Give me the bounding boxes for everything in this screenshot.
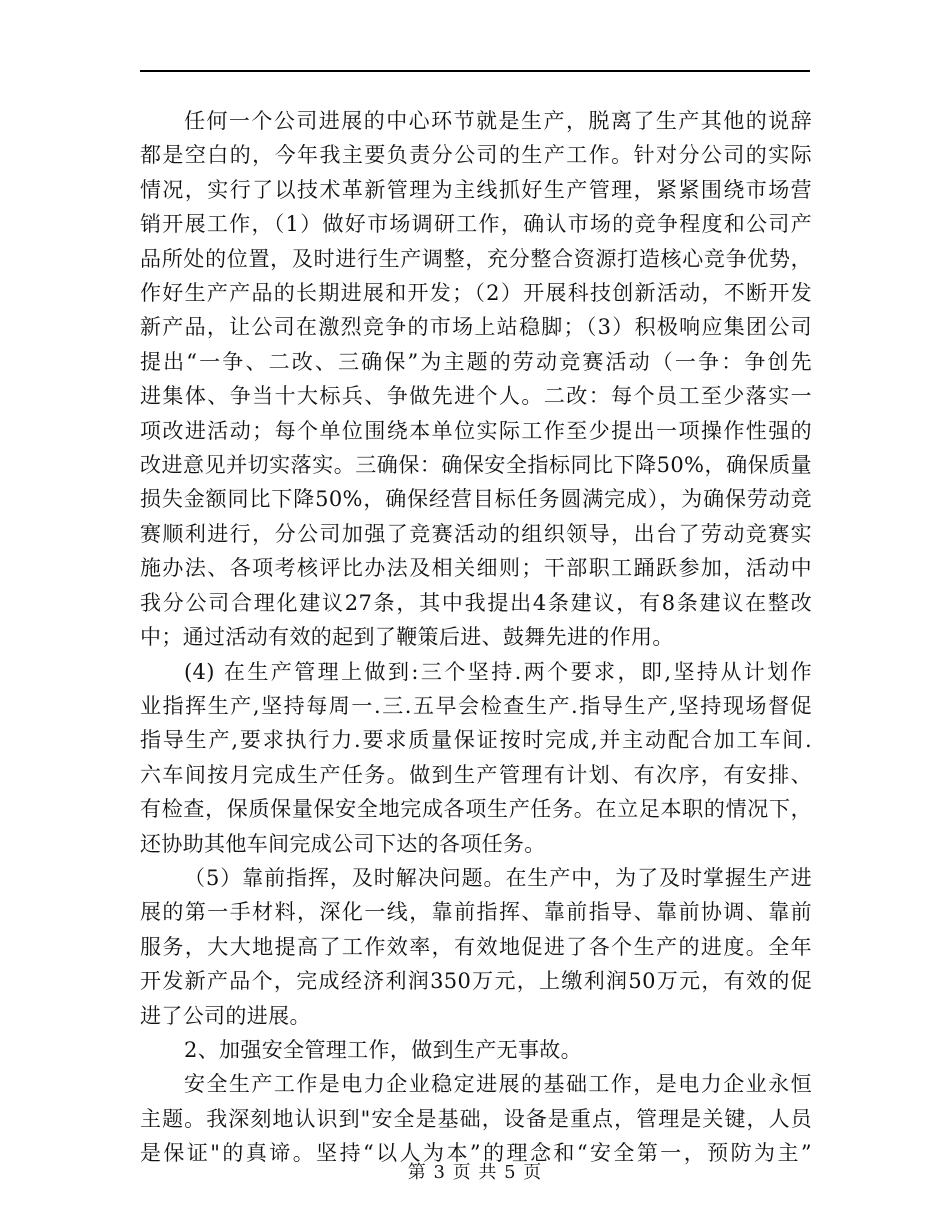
paragraph-line: 是保证"的真谛。坚持“以人为本”的理念和“安全第一，预防为主” (140, 1141, 812, 1166)
paragraph-line: 销开展工作，（1）做好市场调研工作，确认市场的竞争程度和公司产 (140, 212, 812, 237)
paragraph-line: 项改进活动；每个单位围绕本单位实际工作至少提出一项操作性强的 (140, 418, 812, 443)
paragraph-line: 提出“一争、二改、三确保”为主题的劳动竞赛活动（一争：争创先 (140, 349, 812, 374)
paragraph-line: 情况，实行了以技术革新管理为主线抓好生产管理，紧紧围绕市场营 (140, 177, 812, 202)
header-rule (140, 70, 810, 72)
footer-prefix: 第 (407, 1162, 427, 1183)
footer-total-pages: 5 (504, 1162, 517, 1183)
section-heading-safety (140, 1033, 812, 1067)
paragraph-line: 开发新产品个，完成经济利润350万元，上缴利润50万元，有效的促 (140, 969, 812, 994)
paragraph-line: （5）靠前指挥，及时解决问题。在生产中，为了及时掌握生产进 (184, 865, 812, 890)
paragraph-line: 进集体、争当十大标兵、争做先进个人。二改：每个员工至少落实一 (140, 384, 812, 409)
footer-middle: 页 共 (452, 1162, 498, 1183)
document-body (140, 104, 812, 1171)
paragraph-line: 安全生产工作是电力企业稳定进展的基础工作，是电力企业永恒 (184, 1072, 812, 1097)
section-heading-line: 2、加强安全管理工作，做到生产无事故。 (184, 1037, 583, 1062)
paragraph-line: 六车间按月完成生产任务。做到生产管理有计划、有次序，有安排、 (140, 762, 812, 787)
paragraph-line: 还协助其他车间完成公司下达的各项任务。 (140, 831, 546, 856)
footer-current-page: 3 (433, 1162, 446, 1183)
paragraph-line: 展的第一手材料，深化一线，靠前指挥、靠前指导、靠前协调、靠前 (140, 900, 812, 925)
paragraph-production-management (140, 655, 812, 861)
paragraph-line: 指导生产,要求执行力.要求质量保证按时完成,并主动配合加工车间. (140, 728, 812, 753)
paragraph-line: 中；通过活动有效的起到了鞭策后进、鼓舞先进的作用。 (140, 625, 674, 650)
paragraph-line: 进了公司的进展。 (140, 1003, 311, 1028)
paragraph-line: 有检查，保质保量保安全地完成各项生产任务。在立足本职的情况下， (140, 797, 812, 822)
paragraph-line: 新产品，让公司在激烈竞争的市场上站稳脚；（3）积极响应集团公司 (140, 315, 812, 340)
footer-suffix: 页 (523, 1162, 543, 1183)
paragraph-line: 损失金额同比下降50%，确保经营目标任务圆满完成），为确保劳动竞 (140, 487, 812, 512)
paragraph-line: 任何一个公司进展的中心环节就是生产，脱离了生产其他的说辞 (184, 109, 812, 133)
paragraph-line: 都是空白的，今年我主要负责分公司的生产工作。针对分公司的实际 (140, 143, 812, 168)
paragraph-line: 赛顺利进行，分公司加强了竞赛活动的组织领导，出台了劳动竞赛实 (140, 521, 812, 546)
paragraph-line: 我分公司合理化建议27条，其中我提出4条建议，有8条建议在整改 (140, 590, 812, 615)
paragraph-line: 品所处的位置，及时进行生产调整，充分整合资源打造核心竞争优势， (140, 246, 812, 271)
paragraph-line: 主题。我深刻地认识到"安全是基础，设备是重点，管理是关键，人员 (140, 1106, 812, 1131)
paragraph-safety-body (140, 1067, 812, 1170)
paragraph-front-line-command (140, 861, 812, 1033)
paragraph-line: 服务，大大地提高了工作效率，有效地促进了各个生产的进度。全年 (140, 934, 812, 959)
page-footer (0, 1158, 950, 1184)
paragraph-production-overview (140, 104, 812, 655)
paragraph-line: 业指挥生产,坚持每周一.三.五早会检查生产.指导生产,坚持现场督促 (140, 693, 812, 718)
paragraph-line: 施办法、各项考核评比办法及相关细则；干部职工踊跃参加，活动中 (140, 556, 812, 581)
paragraph-line: 作好生产产品的长期进展和开发；（2）开展科技创新活动，不断开发 (140, 281, 812, 306)
paragraph-line: (4) 在生产管理上做到:三个坚持.两个要求，即,坚持从计划作 (184, 659, 812, 684)
paragraph-line: 改进意见并切实落实。三确保：确保安全指标同比下降50%，确保质量 (140, 453, 812, 478)
